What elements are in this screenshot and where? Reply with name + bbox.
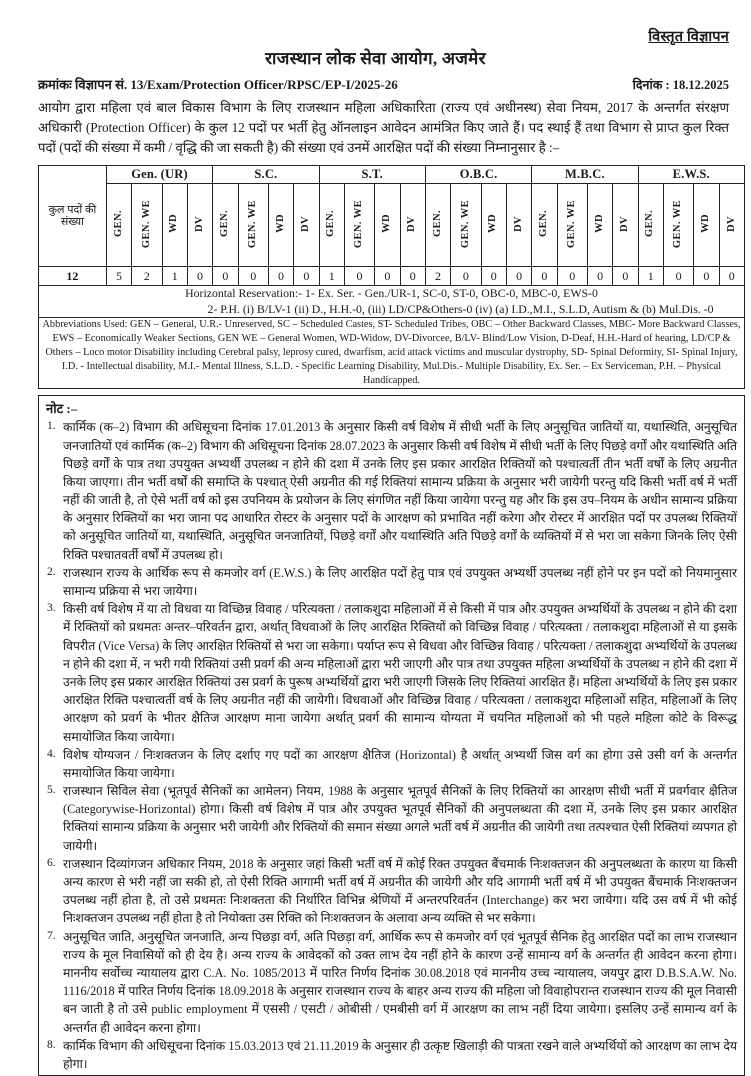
category-header-s-t: S.T. [319, 166, 425, 184]
cell-value: 0 [481, 267, 506, 286]
category-header-e-w-s: E.W.S. [638, 166, 744, 184]
cell-value: 0 [587, 267, 612, 286]
advertisement-number-block [38, 75, 398, 93]
sub-header-label: WD [593, 214, 605, 234]
advertisement-date-block [633, 76, 729, 93]
detailed-advertisement-label: विस्तृत विज्ञापन [648, 29, 729, 45]
sub-header [451, 184, 481, 267]
cell-value: 0 [719, 267, 744, 286]
sub-header [132, 184, 162, 267]
advertisement-number: 13/Exam/Protection Officer/RPSC/EP-I/2025-26 [130, 77, 398, 92]
note-number: 2. [47, 565, 56, 578]
sub-header-label: GEN. WE [140, 199, 152, 248]
sub-header [481, 184, 506, 267]
note-number: 6. [47, 856, 56, 869]
notes-box [38, 395, 745, 1076]
date-label: दिनांक : [632, 78, 670, 92]
sub-header-label: GEN. [431, 210, 443, 238]
cell-value: 1 [638, 267, 663, 286]
abbreviations-cell: Abbreviations Used: GEN – General, U.R.- Unreserved, SC – Scheduled Castes, ST- Scheduled Tribes, OBC – Other Backward Classes, MBC- More Backward Classes, EWS – Economically Weaker Sections, GEN WE – General Women, WD-Widow, DV-Divorcee, B/LV- Blind/Low Vision, D-Deaf, H.H.-Hard of hearing, LD/CP & Others – Loco motor Disability including Cerebral palsy, leprosy cured, dwarfism, acid attack victims and muscular dystrophy, SD- Spinal Deformity, SI- Spinal Injury, I.D. - Intellectual disability, M.I.- Mental Illness, S.L.D. - Specific Learning Disability, Mul.Dis.- Multiple Disability, Ex. Ser. – Ex Serviceman, P.H. – Physical Handicapped. [39, 318, 745, 389]
sub-header-label: GEN. [644, 210, 656, 238]
sub-header [557, 184, 587, 267]
note-item [46, 418, 737, 564]
sub-header-label: GEN. WE [566, 199, 577, 248]
sub-header [319, 184, 344, 267]
sub-header [238, 184, 268, 267]
category-header-gen-ur: Gen. (UR) [106, 166, 212, 184]
sub-header [719, 184, 744, 267]
sub-header [587, 184, 612, 267]
sub-header [294, 184, 319, 267]
cell-value: 0 [663, 267, 693, 286]
sub-header [213, 184, 238, 267]
total-posts-value: 12 [39, 267, 107, 286]
note-number: 4. [47, 747, 56, 760]
sub-header [613, 184, 638, 267]
category-header-o-b-c: O.B.C. [425, 166, 531, 184]
note-text: अनुसूचित जाति, अनुसूचित जनजाति, अन्य पिछड़ा वर्ग, अति पिछड़ा वर्ग, आर्थिक रूप से कमजोर वर्ग एवं भूतपूर्व सैनिक हेतु आरक्षित पदों का लाभ राजस्थान राज्य के मूल निवासियों को ही देय है। अन्य राज्य के आवेदकों को उक्त लाभ देय नहीं होने के कारण उन्हें सामान्य वर्ग के अन्तर्गत ही आवेदन करना होगा। माननीय सर्वोच्च न्यायालय द्वारा C.A. No. 1085/2013 में पारित निर्णय दिनांक 30.08.2018 एवं माननीय उच्च न्यायालय, जयपुर द्वारा D.B.S.A.W. No. 1116/2018 में पारित निर्णय दिनांक 18.09.2018 के अनुसार राजस्थान राज्य के बाहर अन्य राज्य की महिला जो विवाहोपरान्त राजस्थान राज्य की मूल निवासी बन जाती है तो उसे public employment में एससी / एसटी / ओबीसी / एमबीसी वर्ग में आरक्षण का लाभ नहीं दिया जायेगा। इसलिए उन्हें सामान्य वर्ग के अन्तर्गत ही आवेदन करना होगा। [63, 929, 737, 1035]
cell-value: 0 [557, 267, 587, 286]
notes-list [46, 418, 737, 1073]
note-number: 5. [47, 784, 56, 797]
cell-value: 2 [132, 267, 162, 286]
sub-header-label: DV [406, 215, 418, 232]
date-value: 18.12.2025 [672, 78, 729, 92]
cell-value: 0 [294, 267, 319, 286]
sub-header-label: GEN. WE [459, 199, 471, 248]
sub-header [162, 184, 187, 267]
note-text: राजस्थान दिव्यांगजन अधिकार नियम, 2018 के अनुसार जहां किसी भर्ती वर्ष में कोई रिक्त उपयुक्त बैंचमार्क निःशक्तजन की अनुपलब्धता के कारण या किसी अन्य कारण से भरी नहीं जा सकी हो, तो ऐसी रिक्ति आगामी भर्ती वर्ष में अग्रनीत की जायेगी और यदि आगामी भर्ती वर्ष में भी उपयुक्त बैंचमार्क निःशक्तजन उपलब्ध नहीं होता है, तो उसे प्रथमतः निःशक्तता की निर्धारित विभिन्न श्रेणियों में अन्तरपरिवर्तन (Interchange) कर भरा जायेगा। यदि उस वर्ष में भी कोई निःशक्तजन उपलब्ध नहीं होता है तो नियोक्ता उस रिक्ति को निःशक्तजन के अलावा अन्य व्यक्ति से भर सकेगा। [63, 856, 737, 926]
note-item [46, 855, 737, 928]
sub-header [532, 184, 557, 267]
sub-header-label: GEN. WE [246, 199, 258, 248]
sub-header-label: DV [300, 215, 312, 232]
sub-header [638, 184, 663, 267]
sub-header [344, 184, 374, 267]
category-header-m-b-c: M.B.C. [532, 166, 638, 184]
organization-title: राजस्थान लोक सेवा आयोग, अजमेर [265, 49, 486, 68]
note-number: 1. [47, 420, 56, 433]
cell-value: 0 [613, 267, 638, 286]
cell-value: 0 [375, 267, 400, 286]
cell-value: 0 [238, 267, 268, 286]
sub-header [506, 184, 531, 267]
sub-header-label: GEN. [325, 210, 337, 238]
table-category-header-row [39, 166, 745, 184]
sub-header-label: GEN. [112, 210, 124, 238]
posts-table-wrapper [38, 165, 745, 389]
abbreviations-row [39, 318, 745, 389]
sub-header-label: DV [619, 215, 631, 232]
sub-header [106, 184, 131, 267]
cell-value: 1 [319, 267, 344, 286]
table-sub-header-row [39, 184, 745, 267]
cell-value: 0 [344, 267, 374, 286]
sub-header [694, 184, 719, 267]
cell-value: 0 [213, 267, 238, 286]
notes-title: नोट :– [46, 401, 78, 417]
cell-value: 0 [694, 267, 719, 286]
note-item [46, 1037, 737, 1073]
cell-value: 0 [506, 267, 531, 286]
sub-header [425, 184, 450, 267]
sub-header-label: WD [274, 214, 286, 234]
note-item [46, 782, 737, 855]
note-text: विशेष योग्यजन / निःशक्तजन के लिए दर्शाए गए पदों का आरक्षण क्षैतिज (Horizontal) है अर्थात् अभ्यर्थी जिस वर्ग का होगा उसे उसी वर्ग के अन्तर्गत समायोजित किया जायेगा। [63, 747, 737, 780]
sub-header-label: DV [725, 215, 737, 232]
note-text: राजस्थान सिविल सेवा (भूतपूर्व सैनिकों का आमेलन) नियम, 1988 के अनुसार भूतपूर्व सैनिकों के लिए रिक्तियों का आरक्षण सीधी भर्ती में प्रवर्गवार क्षैतिज (Categorywise-Horizontal) होगा। किसी वर्ष विशेष में पात्र और उपयुक्त भूतपूर्व सैनिकों की अनुपलब्धता की दशा में, उनके लिए इस प्रकार आरक्षित रिक्तियां सामान्य प्रक्रिया के अनुसार भरी जायेगी और रिक्तियों की समान संख्या अगले भर्ती वर्ष में अग्रनीत की जायेगी तथा तत्पश्चात ऐसी रिक्तियां व्यपगत हो जायेगी। [63, 784, 737, 853]
sub-header-label: DV [512, 215, 524, 232]
cell-value: 2 [425, 267, 450, 286]
table-row [39, 267, 745, 286]
note-number: 3. [47, 602, 56, 615]
horizontal-reservation-line-2: 2- P.H. (i) B/LV-1 (ii) D., H.H.-0, (iii) LD/CP&Others-0 (iv) (a) I.D.,M.I., S.L.D, Autism & (b) Mul.Dis. -0 [207, 301, 714, 316]
sub-header-label: GEN. WE [672, 199, 684, 248]
cell-value: 0 [451, 267, 481, 286]
note-item [46, 600, 737, 746]
cell-value: 0 [268, 267, 293, 286]
total-posts-header: कुल पदों की संख्या [39, 166, 107, 267]
cell-value: 5 [106, 267, 131, 286]
cell-value: 0 [400, 267, 425, 286]
sub-header [400, 184, 425, 267]
sub-header-label: WD [381, 214, 393, 234]
cell-value: 0 [187, 267, 212, 286]
note-text: किसी वर्ष विशेष में या तो विधवा या विच्छिन्न विवाह / परित्यक्ता / तलाकशुदा महिलाओं में से किसी में पात्र और उपयुक्त अभ्यर्थियों के उपलब्ध न होने की दशा में रिक्तियों को प्रथमतः अन्तर–परिवर्तन द्वारा, अर्थात् विधवाओं के लिए आरक्षित रिक्तियों को विच्छिन्न विवाह / परित्यक्ता / तलाकशुदा महिलाओं से या इसके विपरीत (Vice Versa) के लिए आरक्षित रिक्तियों से भरा जा सकेगा। पर्याप्त रूप से विधवा और विच्छिन्न विवाह / परित्यक्ता / तलाकशुदा अभ्यर्थियों के उपलब्ध न होने की दशा में, न भरी गयी रिक्तियां उसी प्रवर्ग की अन्य महिलाओं द्वारा भरी जाएगी और पात्र तथा उपयुक्त महिला अभ्यर्थियों के उपलब्ध न होने की दशा में उनके लिए इस प्रकार आरक्षित रिक्तियां उस प्रवर्ग के पुरूष अभ्यर्थियों द्वारा भरी जाएगी जिसके लिए रिक्तियां आरक्षित हैं। महिला अभ्यर्थियों के लिए इस प्रकार आरक्षित रिक्ति पश्चात्वर्ती वर्ष के लिए अग्रनीत नहीं की जायेगी। विधवाओं और विच्छिन्न विवाह / परित्यक्ता / तलाकशुदा महिलाओं सहित, महिलाओं के लिए आरक्षण को प्रवर्ग के भीतर क्षैतिज आरक्षण माना जायेगा अर्थात् प्रवर्ग की सामान्य योग्यता में चयनित महिलाओं को भी पहले महिला कोटे के विरूद्ध समायोजित किया जायेगा। [63, 602, 737, 744]
posts-table [38, 165, 745, 389]
sub-header-label: WD [700, 214, 712, 234]
horizontal-reservation-cell [39, 286, 745, 318]
sub-header [268, 184, 293, 267]
sub-header [663, 184, 693, 267]
sub-header-label: GEN. [538, 210, 550, 238]
advertisement-prefix: क्रमांकः विज्ञापन सं. [38, 77, 128, 92]
note-text: कार्मिक विभाग की अधिसूचना दिनांक 15.03.2013 एवं 21.11.2019 के अनुसार ही उत्कृष्ट खिलाड़ी की पात्रता रखने वाले अभ्यर्थियों को आरक्षण का लाभ देय होगा। [63, 1038, 737, 1071]
sub-header [187, 184, 212, 267]
note-text: कार्मिक (क–2) विभाग की अधिसूचना दिनांक 17.01.2013 के अनुसार किसी वर्ष विशेष में सीधी भर्ती के लिए अनुसूचित जातियों या, यथास्थिति, अनुसूचित जनजातियों एवं कार्मिक (क–2) विभाग की अधिसूचना दिनांक 28.07.2023 के अनुसार किसी वर्ष विशेष में सीधी भर्ती के लिए पिछड़े वर्गों और यथास्थिति अति पिछड़े वर्गों के पात्र तथा उपयुक्त अभ्यर्थी उपलब्ध न होने की दशा में उनके लिए इस प्रकार आरक्षित रिक्तियों को पश्चात्वर्ती तीन भर्ती वर्षों के लिए अग्रनीत किया जाएगा। तीन भर्ती वर्षों की समाप्ति के पश्चात् ऐसी अग्रनीत की गई रिक्तियां सामान्य प्रक्रिया के अनुसार भरी जायेगी परन्तु यदि किसी भर्ती वर्ष में भर्ती नहीं की जाती है, तो ऐसे भर्ती वर्ष को इस उपनियम के प्रयोजन के लिए संगणित नहीं किया जायेगा परन्तु यह और कि इस उप–नियम के अधीन सामान्य प्रक्रिया के अनुसार रिक्तियों का भरा जाना पद आधारित रोस्टर के अनुसार पदों के आरक्षण को प्रभावित नहीं करेगा और रोस्टर में आरक्षित पदों पर उपलब्ध रिक्तियों को अनुसूचित जातियों या, यथास्थिति, अनुसूचित जनजातियों, पिछड़े वर्गों और यथास्थिति अति पिछड़े वर्गों के व्यक्तियों में से भरा जा सकेगा जिनके लिए ऐसी रिक्ति पश्चातवर्ती वर्षों में उपलब्ध हो। [63, 420, 737, 562]
sub-header-label: WD [168, 214, 180, 234]
note-number: 7. [47, 929, 56, 942]
advertisement-line [0, 69, 751, 93]
sub-header-label: WD [487, 214, 499, 234]
note-number: 8. [47, 1038, 56, 1051]
intro-paragraph: आयोग द्वारा महिला एवं बाल विकास विभाग के लिए राजस्थान महिला अधिकारिता (राज्य एवं अधीनस्थ) सेवा नियम, 2017 के अन्तर्गत संरक्षण अधिकारी (Protection Officer) के कुल 12 पदों पर भर्ती हेतु ऑनलाइन आवेदन आमंत्रित किए जाते हैं। पद स्थाई हैं तथा विभाग से प्राप्त कुल रिक्त पदों (पदों की संख्या में कमी / वृद्धि की जा सकती है) की संख्या एवं उनमें आरक्षित पदों की संख्या निम्नानुसार है :– [38, 100, 729, 156]
sub-header [375, 184, 400, 267]
sub-header-label: GEN. WE [353, 199, 365, 248]
horizontal-reservation-line-1: Horizontal Reservation:- 1- Ex. Ser. - Gen./UR-1, SC-0, ST-0, OBC-0, MBC-0, EWS-0 [185, 286, 598, 301]
category-header-s-c: S.C. [213, 166, 319, 184]
note-item [46, 928, 737, 1037]
note-text: राजस्थान राज्य के आर्थिक रूप से कमजोर वर्ग (E.W.S.) के लिए आरक्षित पदों हेतु पात्र एवं उपयुक्त अभ्यर्थी उपलब्ध नहीं होने पर इन पदों को नियमानुसार सामान्य प्रक्रिया से भरा जायेगा। [63, 565, 737, 598]
note-item [46, 746, 737, 782]
cell-value: 0 [532, 267, 557, 286]
cell-value: 1 [162, 267, 187, 286]
sub-header-label: DV [193, 215, 205, 232]
note-item [46, 564, 737, 600]
sub-header-label: GEN. [219, 210, 231, 238]
horizontal-reservation-row [39, 286, 745, 318]
